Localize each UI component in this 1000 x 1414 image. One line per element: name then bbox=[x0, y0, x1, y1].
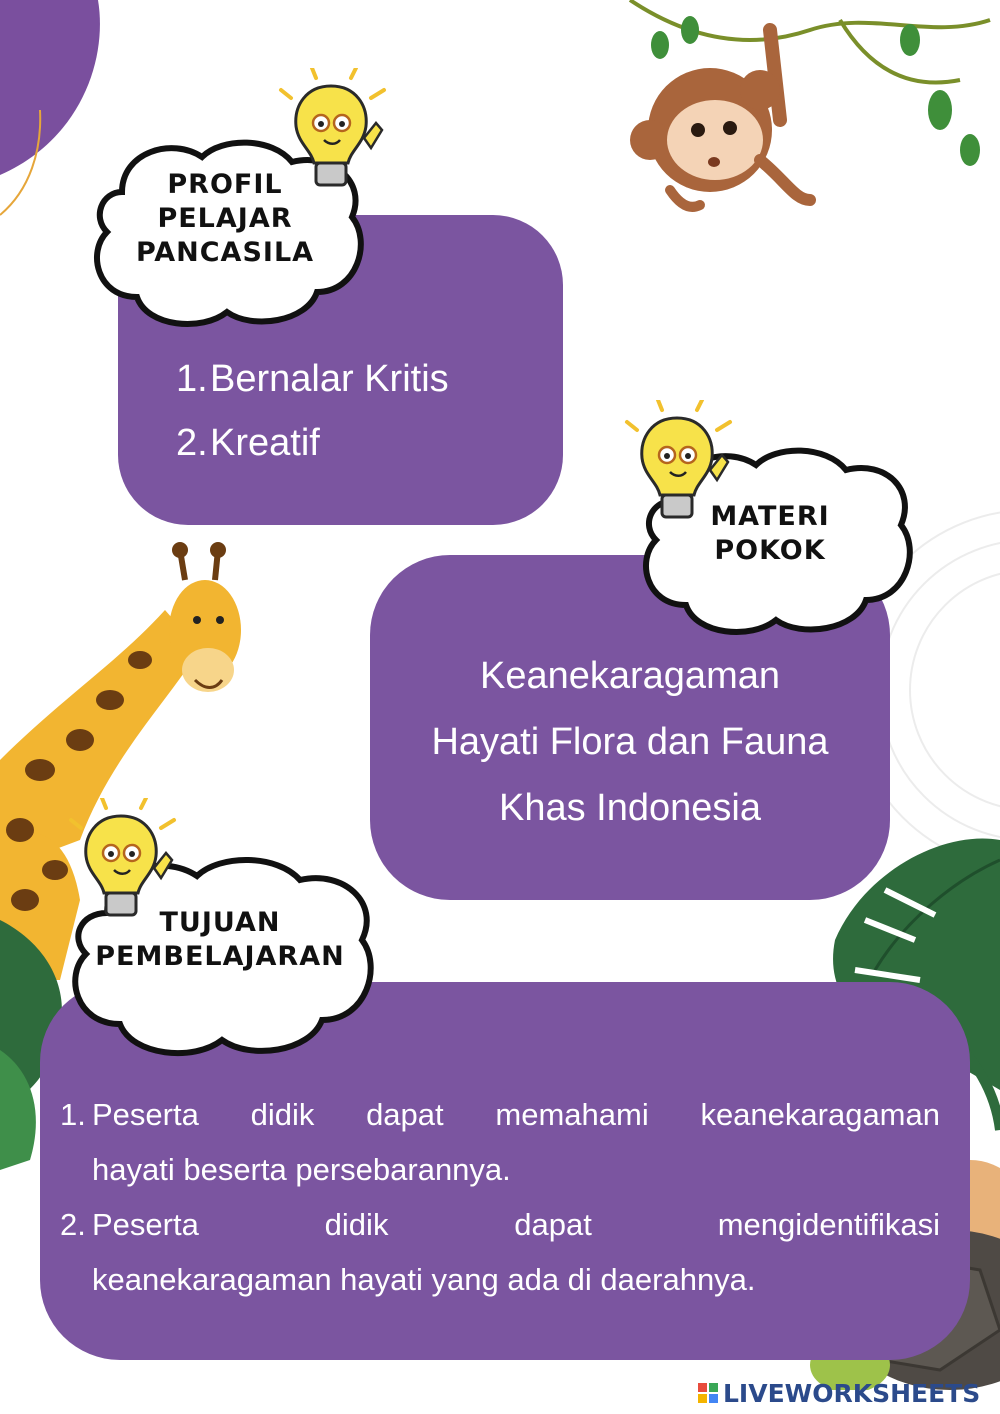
list-text-line: hayati beserta persebarannya. bbox=[92, 1152, 511, 1187]
list-item bbox=[176, 347, 449, 411]
title-line: TUJUAN bbox=[159, 907, 281, 938]
list-number: 2. bbox=[60, 1207, 86, 1242]
list-text-line: Peserta didik dapat mengidentifikasi bbox=[92, 1207, 940, 1242]
materi-line: Khas Indonesia bbox=[499, 787, 761, 829]
tujuan-list bbox=[60, 1087, 940, 1307]
list-item bbox=[60, 1087, 940, 1197]
list-text-line: keanekaragaman hayati yang ada di daerahnya. bbox=[92, 1262, 756, 1297]
lightbulb-mascot-icon bbox=[66, 798, 181, 923]
lightbulb-mascot-icon bbox=[622, 400, 737, 525]
watermark-text: LIVEWORKSHEETS bbox=[723, 1378, 981, 1408]
monkey-illustration bbox=[610, 0, 1000, 230]
title-line: PROFIL bbox=[167, 169, 283, 200]
materi-line: Hayati Flora dan Fauna bbox=[431, 721, 829, 763]
list-text: Kreatif bbox=[210, 422, 320, 464]
list-text: Bernalar Kritis bbox=[210, 358, 449, 400]
profil-list bbox=[176, 347, 449, 475]
list-item bbox=[60, 1197, 940, 1307]
title-line: PANCASILA bbox=[135, 236, 315, 268]
list-number: 1. bbox=[60, 1097, 86, 1132]
list-text-line: Peserta didik dapat memahami keanekaragaman bbox=[92, 1097, 940, 1132]
list-number: 2. bbox=[176, 422, 208, 464]
materi-text bbox=[370, 643, 890, 841]
lightbulb-mascot-icon bbox=[276, 68, 391, 193]
title-line: POKOK bbox=[714, 534, 826, 566]
materi-line: Keanekaragaman bbox=[480, 655, 780, 697]
title-line: PEMBELAJARAN bbox=[95, 940, 345, 972]
liveworksheets-watermark bbox=[698, 1378, 980, 1408]
list-item bbox=[176, 411, 449, 475]
title-line: MATERI bbox=[710, 501, 830, 532]
list-number: 1. bbox=[176, 358, 208, 400]
lwsh-logo-icon bbox=[698, 1383, 718, 1403]
title-line: PELAJAR bbox=[157, 202, 293, 234]
